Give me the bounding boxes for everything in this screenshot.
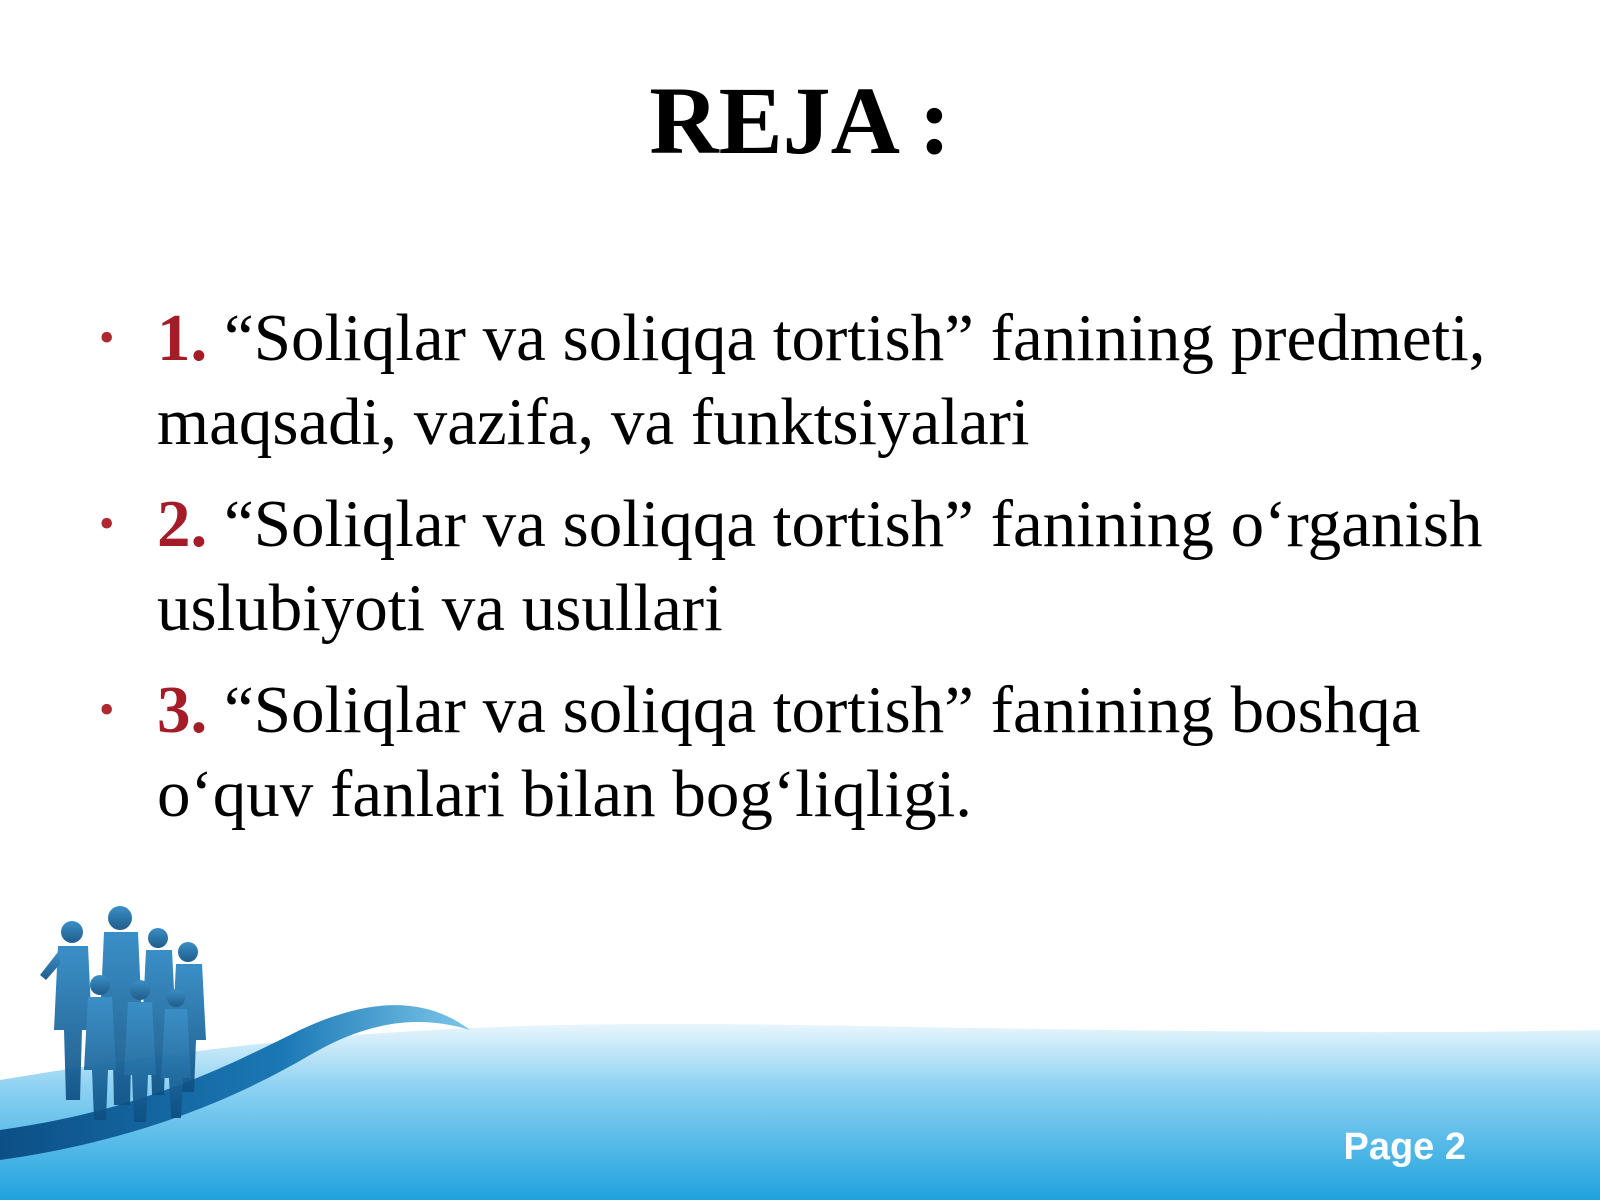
agenda-item-1 bbox=[95, 296, 1535, 464]
footer-band bbox=[0, 1024, 1600, 1200]
bullet-dot-icon: • bbox=[99, 313, 115, 362]
bullet-dot-icon: • bbox=[99, 499, 115, 548]
agenda-item-3 bbox=[95, 668, 1535, 836]
bullet-dot-icon: • bbox=[99, 685, 115, 734]
agenda-item-number: 3. bbox=[157, 673, 208, 747]
agenda-list bbox=[95, 296, 1535, 854]
agenda-item-number: 1. bbox=[157, 301, 208, 375]
agenda-item-2 bbox=[95, 482, 1535, 650]
slide-title: REJA : bbox=[649, 67, 951, 174]
agenda-item-text: “Soliqlar va soliqqa tortish” fanining boshqa o‘quv fanlari bilan bog‘liqligi. bbox=[157, 673, 1421, 831]
page-number: Page 2 bbox=[1343, 1126, 1466, 1168]
agenda-item-text: “Soliqlar va soliqqa tortish” fanining predmeti, maqsadi, vazifa, va funktsiyalari bbox=[157, 301, 1486, 459]
agenda-item-number: 2. bbox=[157, 487, 208, 561]
agenda-item-text: “Soliqlar va soliqqa tortish” fanining o‘rganish uslubiyoti va usullari bbox=[157, 487, 1483, 645]
